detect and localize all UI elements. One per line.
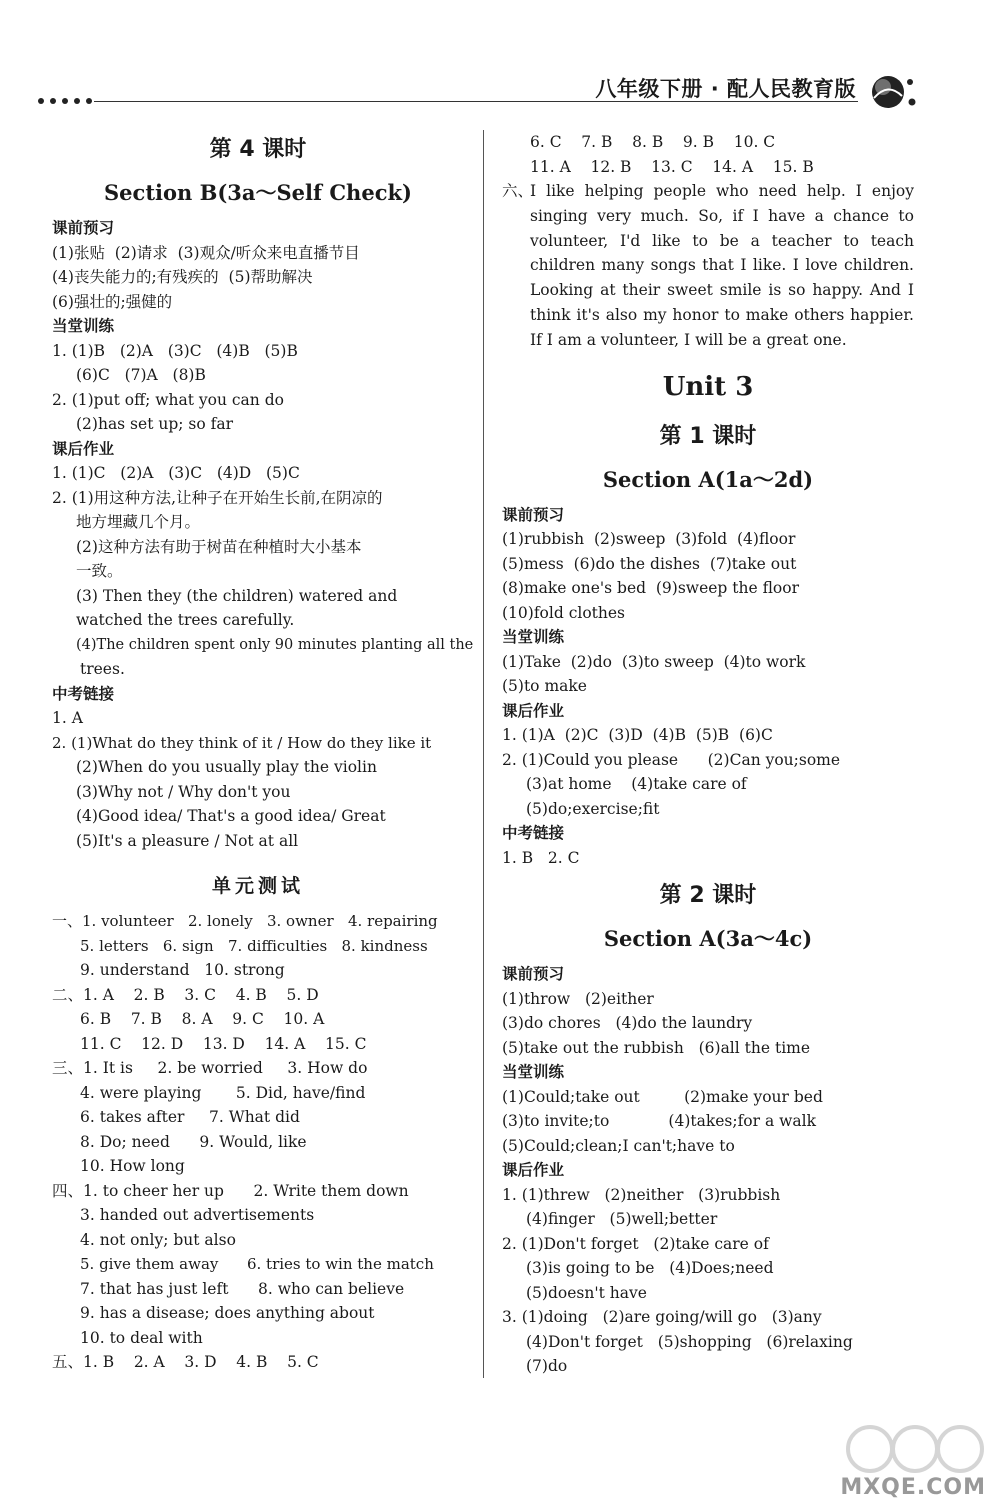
answer-line: 9. understand 10. strong	[80, 961, 285, 979]
answer-line: 1. (1)A (2)C (3)D (4)B (5)B (6)C	[502, 726, 773, 745]
answer-line: (7)do	[526, 1357, 568, 1376]
subheading-preview: 课前预习	[502, 505, 565, 524]
answer-line: (1)张贴 (2)请求 (3)观众/听众来电直播节目	[52, 243, 360, 262]
answer-line: 5. letters 6. sign 7. difficulties 8. kindness	[80, 936, 428, 955]
subheading-class: 当堂训练	[502, 628, 565, 647]
section-heading: Section A(1a～2d)	[602, 466, 814, 492]
book-title: 八年级下册 · 配人民教育版	[595, 77, 856, 101]
answer-line: 10. to deal with	[80, 1328, 203, 1347]
answer-line: (3)at home (4)take care of	[526, 775, 747, 794]
unit-test-heading: 单元测试	[211, 875, 304, 897]
answer-line: 3. (1)doing (2)are going/will go (3)any	[502, 1308, 822, 1327]
left-column	[52, 130, 474, 1375]
subheading-preview: 课前预习	[52, 219, 115, 237]
subheading-class: 当堂训练	[52, 317, 115, 335]
answer-line: 1. B 2. C	[502, 848, 580, 867]
answer-line: 1. (1)threw (2)neither (3)rubbish	[502, 1185, 781, 1204]
answer-line: (4)Don't forget (5)shopping (6)relaxing	[526, 1332, 853, 1351]
answer-line: 一致。	[76, 562, 123, 580]
answer-line: (1)Take (2)do (3)to sweep (4)to work	[502, 652, 806, 671]
subheading-exam: 中考链接	[502, 824, 565, 843]
book-logo-icon	[866, 72, 918, 112]
answer-line: 1. (1)C (2)A (3)C (4)D (5)C	[52, 464, 300, 482]
column-divider	[483, 130, 484, 1378]
answer-line: watched the trees carefully.	[76, 611, 295, 629]
answer-line: (3)to invite;to (4)takes;for a walk	[502, 1112, 817, 1131]
answer-line: 2. (1)用这种方法,让种子在开始生长前,在阴凉的	[52, 488, 383, 507]
section-heading: Section A(3a～4c)	[603, 926, 813, 952]
answer-line: (1)Could;take out (2)make your bed	[502, 1087, 823, 1106]
answer-line: trees.	[80, 660, 125, 678]
unit-heading: Unit 3	[662, 371, 754, 402]
writing-paragraph	[502, 179, 914, 353]
lesson-heading: 第 1 课时	[659, 423, 757, 449]
subheading-preview: 课前预习	[502, 965, 565, 984]
answer-line: (5)doesn't have	[526, 1283, 647, 1302]
answer-line: 2. (1)Could you please (2)Can you;some	[502, 750, 841, 769]
lesson-heading: 第 2 课时	[659, 883, 757, 909]
page-header	[38, 70, 958, 118]
answer-line: 6. C 7. B 8. B 9. B 10. C	[530, 133, 776, 151]
answer-line: (4)finger (5)well;better	[526, 1210, 718, 1229]
answer-line: 4. not only; but also	[80, 1230, 236, 1249]
watermark-text: MXQE.COM	[840, 1475, 986, 1500]
answer-line: 4. were playing 5. Did, have/find	[80, 1083, 366, 1102]
answer-line: 地方埋藏几个月。	[76, 513, 201, 531]
answer-line: 7. that has just left 8. who can believe	[80, 1279, 405, 1298]
answer-line: (6)强壮的;强健的	[52, 292, 173, 311]
paragraph-text: I like helping people who need help. I enjoy singing very much. So, if I have a chance to volunteer, I'd like to be a teacher to teach children many songs that I like. I love children. Looking at their sweet smile is so happy. And I think it's also my honor to make others happier. If I am a volunteer, I will be a great one.	[530, 182, 914, 349]
subheading-homework: 课后作业	[502, 1161, 565, 1180]
answer-line: 2. (1)put off; what you can do	[52, 390, 284, 409]
answer-line: (5)Could;clean;I can't;have to	[502, 1136, 735, 1155]
answer-line: 二、1. A 2. B 3. C 4. B 5. D	[52, 985, 319, 1004]
section-heading: Section B(3a～Self Check)	[104, 180, 412, 205]
answer-line: (3)do chores (4)do the laundry	[502, 1014, 753, 1033]
answer-line: (5)do;exercise;fit	[526, 799, 660, 818]
answer-line: (8)make one's bed (9)sweep the floor	[502, 579, 799, 598]
answer-line: 2. (1)Don't forget (2)take care of	[502, 1234, 769, 1253]
lesson-heading: 第 4 课时	[209, 137, 307, 162]
subheading-exam: 中考链接	[52, 684, 115, 703]
subheading-homework: 课后作业	[52, 439, 115, 458]
answer-line: 9. has a disease; does anything about	[80, 1304, 375, 1322]
answer-line: (4)Good idea/ That's a good idea/ Great	[76, 807, 386, 825]
answer-line: (3) Then they (the children) watered and	[76, 586, 398, 605]
answer-line: 1. (1)B (2)A (3)C (4)B (5)B	[52, 341, 298, 360]
answer-line: (10)fold clothes	[502, 603, 626, 622]
answer-line: (5)It's a pleasure / Not at all	[76, 831, 299, 850]
answer-line: 10. How long	[80, 1157, 185, 1175]
answer-line: (1)rubbish (2)sweep (3)fold (4)floor	[502, 530, 796, 549]
answer-line: 一、1. volunteer 2. lonely 3. owner 4. repairing	[52, 912, 438, 930]
answer-line: 四、1. to cheer her up 2. Write them down	[52, 1181, 409, 1200]
answer-line: (3)is going to be (4)Does;need	[526, 1259, 774, 1278]
header-dots	[38, 98, 92, 104]
answer-line: 11. C 12. D 13. D 14. A 15. C	[80, 1034, 367, 1053]
answer-line: 3. handed out advertisements	[80, 1206, 315, 1224]
answer-line: 1. A	[52, 709, 83, 727]
answer-line: 2. (1)What do they think of it / How do they like it	[52, 733, 432, 752]
answer-line: 5. give them away 6. tries to win the match	[80, 1255, 434, 1273]
answer-line: (5)mess (6)do the dishes (7)take out	[502, 554, 797, 573]
paragraph-number: 六、	[502, 182, 534, 200]
answer-line: (1)throw (2)either	[502, 989, 654, 1008]
answer-line: 11. A 12. B 13. C 14. A 15. B	[530, 157, 814, 176]
answer-line: 三、1. It is 2. be worried 3. How do	[52, 1059, 368, 1077]
answer-line: (2)When do you usually play the violin	[76, 758, 377, 776]
answer-line: (2)这种方法有助于树苗在种植时大小基本	[76, 537, 362, 556]
right-column	[502, 130, 914, 1379]
answer-line: (2)has set up; so far	[76, 415, 233, 433]
answer-line: 6. B 7. B 8. A 9. C 10. A	[80, 1010, 325, 1028]
answer-line: (5)to make	[502, 677, 587, 696]
answer-line: 6. takes after 7. What did	[80, 1108, 300, 1126]
answer-line: (5)take out the rubbish (6)all the time	[502, 1038, 811, 1057]
subheading-class: 当堂训练	[502, 1063, 565, 1082]
answer-line: 8. Do; need 9. Would, like	[80, 1132, 307, 1151]
answer-line: (4)丧失能力的;有残疾的 (5)帮助解决	[52, 268, 313, 286]
answer-line: (4)The children spent only 90 minutes planting all the	[76, 636, 474, 653]
answer-line: (6)C (7)A (8)B	[76, 366, 206, 384]
answer-line: (3)Why not / Why don't you	[76, 782, 291, 801]
subheading-homework: 课后作业	[502, 701, 565, 720]
answer-line: 五、1. B 2. A 3. D 4. B 5. C	[52, 1353, 319, 1371]
